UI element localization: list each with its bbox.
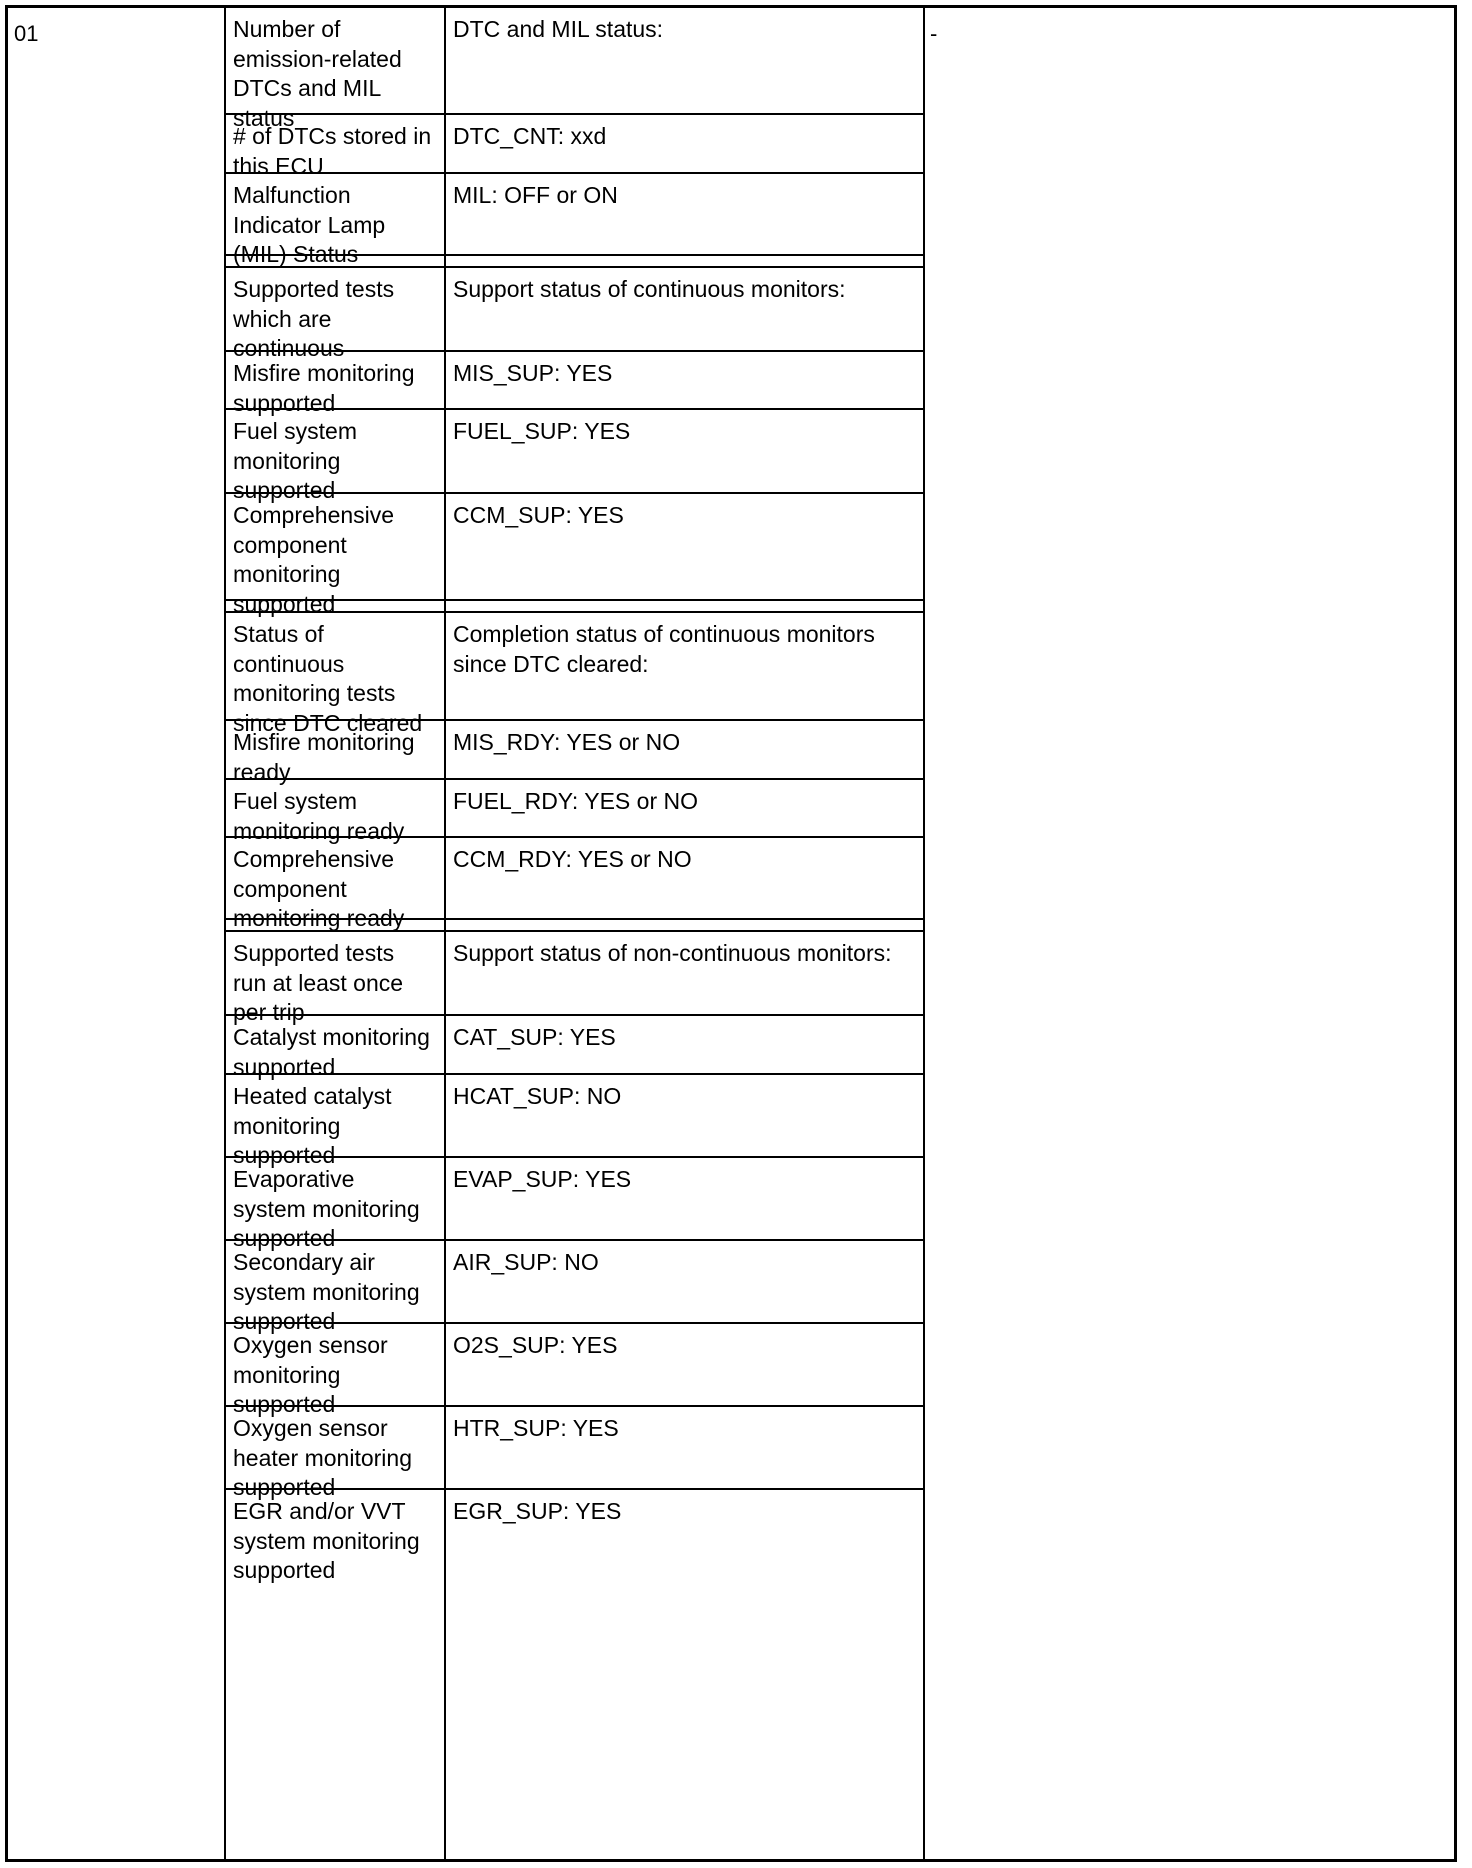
item-cell: Supported tests run at least once per trip bbox=[233, 940, 404, 1025]
table-row bbox=[226, 1075, 923, 1168]
value-cell: MIL: OFF or ON bbox=[453, 182, 618, 208]
item-cell: Fuel system monitoring ready bbox=[233, 788, 405, 844]
table-row bbox=[226, 352, 923, 416]
right-cell: - bbox=[930, 21, 938, 46]
value-cell: O2S_SUP: YES bbox=[453, 1332, 618, 1358]
table-row bbox=[226, 115, 923, 179]
value-cell: Support status of continuous monitors: bbox=[453, 276, 846, 302]
table-rows bbox=[226, 8, 923, 1583]
item-cell: Heated catalyst monitoring supported bbox=[233, 1083, 392, 1168]
value-cell: EGR_SUP: YES bbox=[453, 1498, 622, 1524]
table-row bbox=[226, 1158, 923, 1251]
item-cell: Fuel system monitoring supported bbox=[233, 418, 357, 503]
table-row bbox=[226, 780, 923, 844]
pid-cell: 01 bbox=[14, 21, 39, 46]
value-cell: AIR_SUP: NO bbox=[453, 1249, 599, 1275]
value-cell: Support status of non-continuous monitors: bbox=[453, 940, 892, 966]
table-row bbox=[226, 932, 923, 1025]
table-row bbox=[226, 410, 923, 503]
table-row bbox=[226, 838, 923, 931]
table-row bbox=[226, 1490, 923, 1583]
table-row bbox=[226, 268, 923, 361]
table-row bbox=[226, 174, 923, 267]
item-cell: Misfire monitoring supported bbox=[233, 360, 415, 416]
item-cell: Oxygen sensor heater monitoring supported bbox=[233, 1415, 412, 1500]
table-row bbox=[226, 1241, 923, 1334]
item-cell: EGR and/or VVT system monitoring supported bbox=[233, 1498, 420, 1583]
value-cell: Completion status of continuous monitors since DTC cleared: bbox=[453, 621, 875, 677]
value-cell: DTC_CNT: xxd bbox=[453, 123, 607, 149]
parameter-table bbox=[5, 5, 1457, 1862]
value-cell: HCAT_SUP: NO bbox=[453, 1083, 622, 1109]
table-row bbox=[226, 1324, 923, 1417]
table-row bbox=[226, 613, 923, 736]
item-cell: Evaporative system monitoring supported bbox=[233, 1166, 420, 1251]
item-cell: Malfunction Indicator Lamp (MIL) Status bbox=[233, 182, 386, 267]
item-cell: # of DTCs stored in this ECU bbox=[233, 123, 432, 179]
value-cell: CCM_SUP: YES bbox=[453, 502, 624, 528]
table-row bbox=[226, 1407, 923, 1500]
item-cell: Oxygen sensor monitoring supported bbox=[233, 1332, 388, 1417]
item-cell: Secondary air system monitoring supported bbox=[233, 1249, 420, 1334]
item-cell: Misfire monitoring ready bbox=[233, 729, 415, 785]
value-cell: MIS_SUP: YES bbox=[453, 360, 613, 386]
value-cell: FUEL_RDY: YES or NO bbox=[453, 788, 698, 814]
value-cell: DTC and MIL status: bbox=[453, 16, 664, 42]
item-cell: Catalyst monitoring supported bbox=[233, 1024, 430, 1080]
item-cell: Status of continuous monitoring tests since DTC cleared bbox=[233, 621, 423, 736]
item-cell: Comprehensive component monitoring ready bbox=[233, 846, 405, 931]
value-cell: FUEL_SUP: YES bbox=[453, 418, 631, 444]
item-cell: Comprehensive component monitoring supported bbox=[233, 502, 395, 617]
table-row bbox=[226, 8, 923, 131]
table-row bbox=[226, 1016, 923, 1080]
item-cell: Supported tests which are continuous bbox=[233, 276, 395, 361]
table-row bbox=[226, 721, 923, 785]
value-cell: HTR_SUP: YES bbox=[453, 1415, 619, 1441]
table-row bbox=[226, 494, 923, 617]
value-cell: CCM_RDY: YES or NO bbox=[453, 846, 692, 872]
value-cell: MIS_RDY: YES or NO bbox=[453, 729, 681, 755]
column-divider bbox=[923, 8, 925, 1859]
value-cell: EVAP_SUP: YES bbox=[453, 1166, 632, 1192]
value-cell: CAT_SUP: YES bbox=[453, 1024, 616, 1050]
item-cell: Number of emission-related DTCs and MIL status bbox=[233, 16, 402, 131]
